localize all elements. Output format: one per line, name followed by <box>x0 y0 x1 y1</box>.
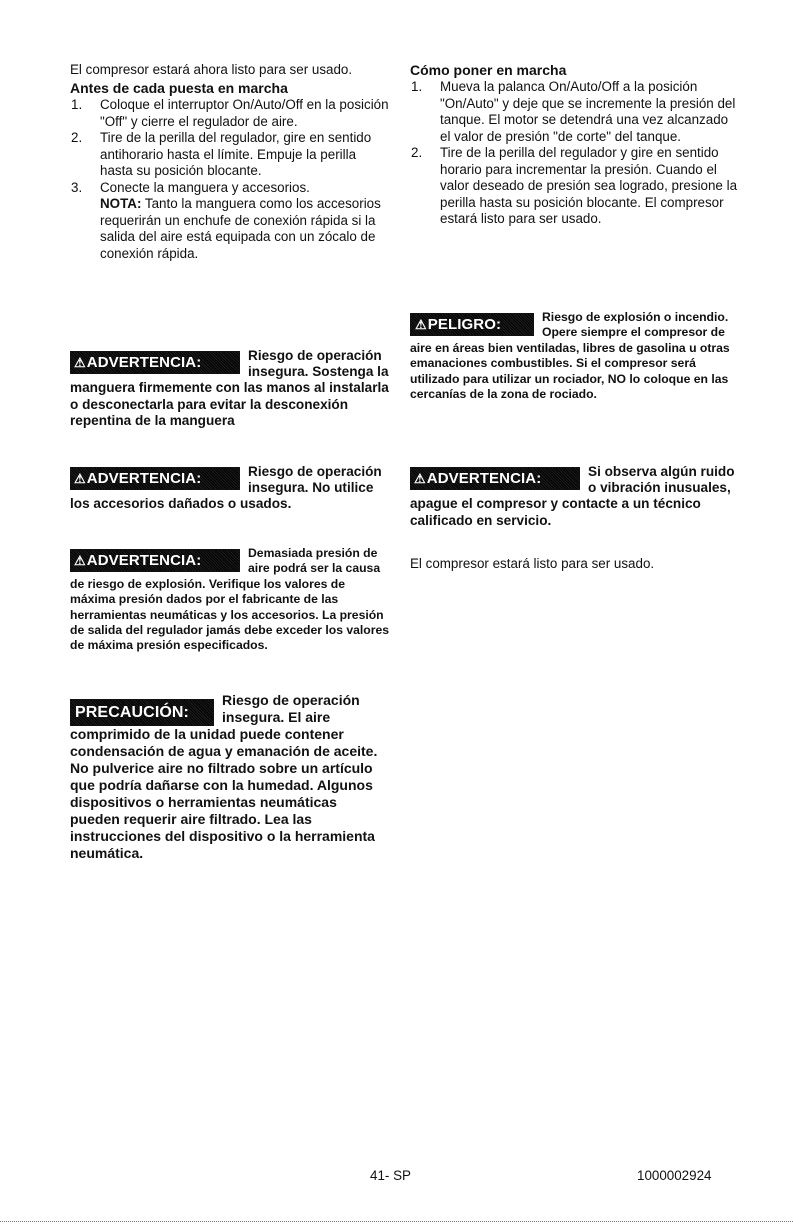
note-text: Tanto la manguera como los accesorios requerirán un enchufe de conexión rápida si la salida del aire está equipada con un zócalo de conexión rápida. <box>100 196 381 261</box>
list-item <box>410 79 740 145</box>
warning-triangle-icon: ⚠ <box>74 355 86 370</box>
danger-text: Riesgo de explosión o incendio. Opere siempre el compresor de aire en áreas bien ventiladas, libres de gasolina u otras emanaciones combustibles. Si el compresor será utilizado para utilizar un rociador, NO lo coloque en las cercanías de la zona de rociado. <box>410 310 730 402</box>
page-edge-divider <box>0 1221 793 1222</box>
warning-badge: ⚠ADVERTENCIA: <box>70 549 240 572</box>
danger-block <box>410 310 740 402</box>
caution-block <box>70 692 390 862</box>
warning-text: Riesgo de operación insegura. Sostenga la manguera firmemente con las manos al instalarla o desconectarla para evitar la desconexión repentina de la manguera <box>70 348 389 428</box>
start-section <box>410 62 740 228</box>
warning-triangle-icon: ⚠ <box>414 471 426 486</box>
list-item <box>70 97 390 130</box>
list-item <box>410 145 740 228</box>
intro-text: El compresor estará ahora listo para ser usado. <box>70 62 353 77</box>
steps-list <box>410 79 740 228</box>
danger-badge: ⚠PELIGRO: <box>410 313 534 336</box>
step-text: Coloque el interruptor On/Auto/Off en la posición "Off" y cierre el regulador de aire. <box>100 97 389 129</box>
step-number: 3. <box>71 179 83 195</box>
list-item <box>70 180 390 263</box>
section-heading: Cómo poner en marcha <box>410 62 567 78</box>
warning-text: Demasiada presión de aire podrá ser la causa de riesgo de explosión. Verifique los valores de máxima presión dados por el fabricante de las herramientas neumáticas y los accesorios. La presión de salida del regulador jamás debe exceder los valores de máxima presión especificados. <box>70 546 390 653</box>
page-number: 41- SP <box>370 1168 411 1183</box>
warning-triangle-icon: ⚠ <box>74 471 86 486</box>
step-text: Tire de la perilla del regulador, gire en sentido antihorario hasta el límite. Empuje la perilla hasta su posición blocante. <box>100 130 372 178</box>
warning-badge: ⚠ADVERTENCIA: <box>70 467 240 490</box>
steps-list <box>70 97 390 262</box>
outro-text: El compresor estará listo para ser usado. <box>410 556 655 571</box>
step-number: 2. <box>71 130 83 145</box>
warning-block <box>70 546 390 654</box>
note-label: NOTA: <box>100 196 142 211</box>
list-item <box>70 130 390 180</box>
warning-block <box>70 348 390 429</box>
warning-badge: ⚠ADVERTENCIA: <box>70 351 240 374</box>
step-number: 1. <box>71 97 83 112</box>
caution-badge: PRECAUCIÓN: <box>70 699 214 726</box>
step-text: Conecte la manguera y accesorios. <box>100 179 310 195</box>
warning-text: Riesgo de operación insegura. No utilice los accesorios dañados o usados. <box>70 464 382 512</box>
warning-block <box>410 464 740 529</box>
step-number: 1. <box>411 79 423 94</box>
section-heading: Antes de cada puesta en marcha <box>70 80 288 96</box>
warning-block <box>70 464 390 513</box>
document-code: 1000002924 <box>637 1168 712 1183</box>
warning-triangle-icon: ⚠ <box>74 553 86 568</box>
warning-triangle-icon: ⚠ <box>415 317 427 332</box>
caution-text: Riesgo de operación insegura. El aire comprimido de la unidad puede contener condensación de agua y emanación de aceite. No pulverice aire no filtrado sobre un artículo que podría dañarse con la humedad. Algunos dispositivos o herramientas neumáticas pueden requerir aire filtrado. Lea las instrucciones del dispositivo o la herramienta neumática. <box>70 692 378 861</box>
step-text: Mueva la palanca On/Auto/Off a la posición "On/Auto" y deje que se incremente la presión del tanque. El motor se detendrá una vez alcanzado el valor de presión "de corte" del tanque. <box>440 79 736 144</box>
warning-text: Si observa algún ruido o vibración inusuales, apague el compresor y contacte a un técnico calificado en servicio. <box>410 464 735 528</box>
step-text: Tire de la perilla del regulador y gire en sentido horario para incrementar la presión. Cuando el valor deseado de presión sea logrado, presione la perilla hasta su posición blocante. El compresor estará listo para ser usado. <box>440 145 738 226</box>
before-start-section <box>70 80 390 262</box>
step-number: 2. <box>411 145 423 160</box>
warning-badge: ⚠ADVERTENCIA: <box>410 467 580 490</box>
